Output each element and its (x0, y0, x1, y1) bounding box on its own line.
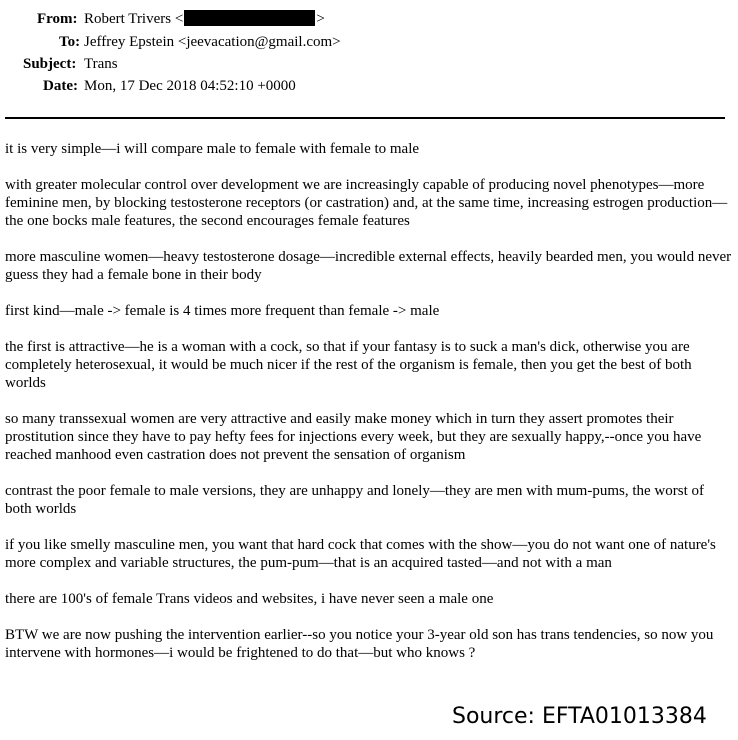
date-row (0, 76, 738, 96)
body-paragraph: with greater molecular control over development we are increasingly capable of producing novel phenotypes—more feminine men, by blocking testosterone receptors (or castration) and, at the same time, increasing estrogen production—the one bocks male features, the second encourages female features (5, 177, 728, 229)
subject-row (0, 54, 738, 74)
body-paragraph: it is very simple—i will compare male to female with female to male (5, 141, 420, 157)
from-label: From: (37, 11, 78, 27)
body-paragraph: more masculine women—heavy testosterone dosage—incredible external effects, heavily bearded men, you would never guess they had a female bone in their body (5, 249, 732, 283)
date-value: Mon, 17 Dec 2018 04:52:10 +0000 (84, 78, 296, 94)
body-paragraph: so many transsexual women are very attractive and easily make money which in turn they assert promotes their prostitution since they have to pay hefty fees for injections every week, but they are sexually happy,--once you have reached manhood even castration does not prevent the sensation of organism (5, 411, 702, 463)
from-row (0, 9, 738, 29)
body-paragraph: if you like smelly masculine men, you want that hard cock that comes with the show—you do not want one of nature's more complex and variable structures, the pum-pum—that is an acquired tasted—and not with a man (5, 537, 716, 571)
subject-value: Trans (84, 56, 118, 72)
redaction-bar (184, 10, 315, 26)
body-paragraph: there are 100's of female Trans videos and websites, i have never seen a male one (5, 591, 494, 607)
source-caption: Source: EFTA01013384 (452, 704, 707, 729)
body-paragraph: the first is attractive—he is a woman with a cock, so that if your fantasy is to suck a man's dick, otherwise you are completely heterosexual, it would be much nicer if the rest of the organism is female, then you get the best of both worlds (5, 339, 692, 391)
to-value: Jeffrey Epstein <jeevacation@gmail.com> (84, 34, 341, 50)
subject-label: Subject: (23, 56, 77, 72)
from-name: Robert Trivers < (84, 11, 184, 27)
from-value (84, 9, 325, 29)
header-divider (5, 117, 725, 119)
body-paragraph: BTW we are now pushing the intervention earlier--so you notice your 3-year old son has trans tendencies, so now you intervene with hormones—i would be frightened to do that—but who knows ? (5, 627, 714, 661)
date-label: Date: (43, 78, 78, 94)
body-paragraph: first kind—male -> female is 4 times more frequent than female -> male (5, 303, 440, 319)
to-label: To: (59, 34, 81, 50)
to-row (0, 32, 738, 52)
from-close: > (316, 11, 325, 27)
email-body (5, 140, 733, 680)
body-paragraph: contrast the poor female to male versions, they are unhappy and lonely—they are men with mum-pums, the worst of both worlds (5, 483, 704, 517)
